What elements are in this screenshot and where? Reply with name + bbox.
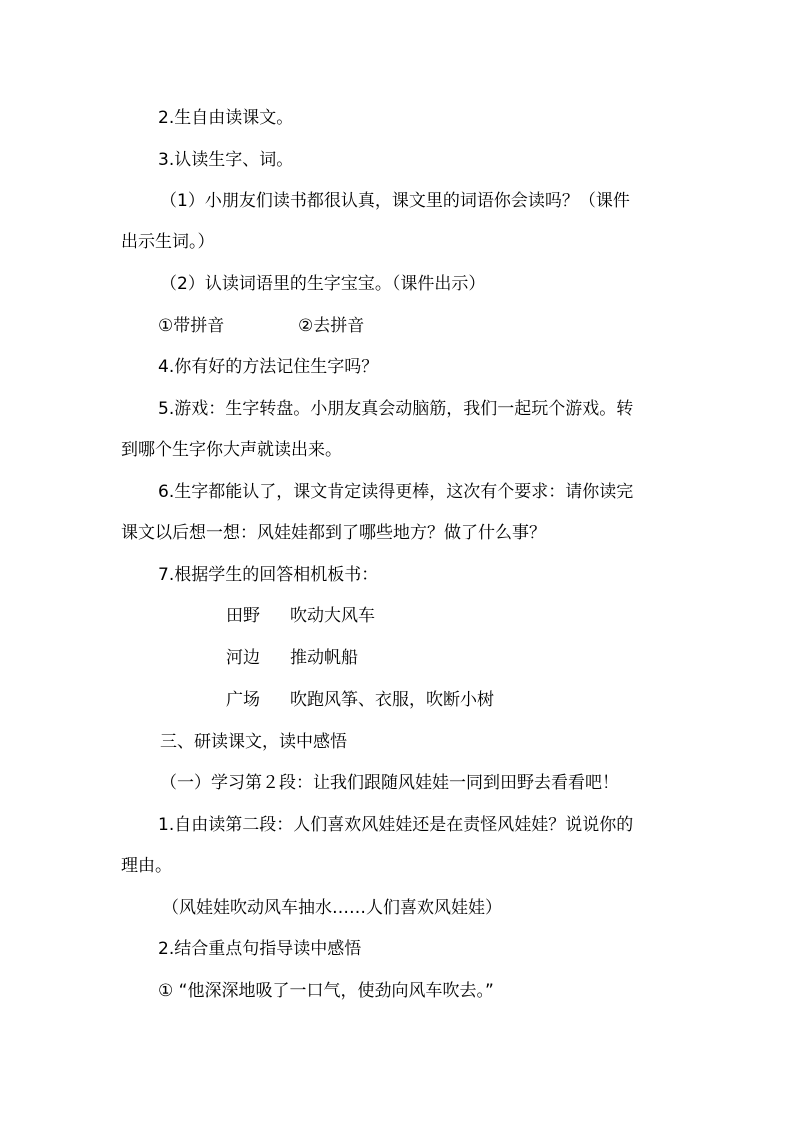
text-line-9: 到哪个生字你大声就读出来。 — [121, 440, 342, 460]
text-line-19: ① “他深深地吸了一口气，使劲向风车吹去。” — [158, 981, 494, 1001]
text-line-6b: ②去拼音 — [298, 316, 365, 336]
text-line-8: 5.游戏：生字转盘。小朋友真会动脑筋，我们一起玩个游戏。转 — [158, 399, 634, 419]
text-line-15: 1.自由读第二段：人们喜欢风娃娃还是在责怪风娃娃？说说你的 — [158, 815, 634, 835]
text-line-14: （一）学习第２段：让我们跟随风娃娃一同到田野去看看吧！ — [160, 773, 619, 793]
text-line-11: 课文以后想一想：风娃娃都到了哪些地方？做了什么事？ — [121, 523, 546, 543]
text-line-1: 2.生自由读课文。 — [158, 108, 294, 128]
section-heading: 三、研读课文，读中感悟 — [160, 732, 347, 752]
text-line-10: 6.生字都能认了，课文肯定读得更棒，这次有个要求：请你读完 — [158, 482, 634, 502]
text-line-7: 4.你有好的方法记住生字吗？ — [158, 357, 379, 377]
board-place: 广场 — [226, 690, 260, 710]
text-line-18: 2.结合重点句指导读中感悟 — [158, 939, 362, 959]
text-line-12: 7.根据学生的回答相机板书： — [158, 565, 379, 585]
board-action: 吹跑风筝、衣服，吹断小树 — [290, 690, 494, 710]
text-line-6a: ①带拼音 — [158, 316, 225, 336]
text-line-17: （风娃娃吹动风车抽水……人们喜欢风娃娃） — [162, 898, 502, 918]
text-line-3: （1）小朋友们读书都很认真，课文里的词语你会读吗？（课件 — [160, 191, 630, 211]
text-line-16: 理由。 — [121, 856, 172, 876]
text-line-2: 3.认读生字、词。 — [158, 150, 294, 170]
board-place: 田野 — [226, 606, 260, 626]
text-line-5: （2）认读词语里的生字宝宝。（课件出示） — [160, 274, 486, 294]
text-line-4: 出示生词。） — [121, 232, 215, 252]
board-action: 吹动大风车 — [290, 606, 375, 626]
board-place: 河边 — [226, 648, 260, 668]
board-action: 推动帆船 — [290, 648, 358, 668]
